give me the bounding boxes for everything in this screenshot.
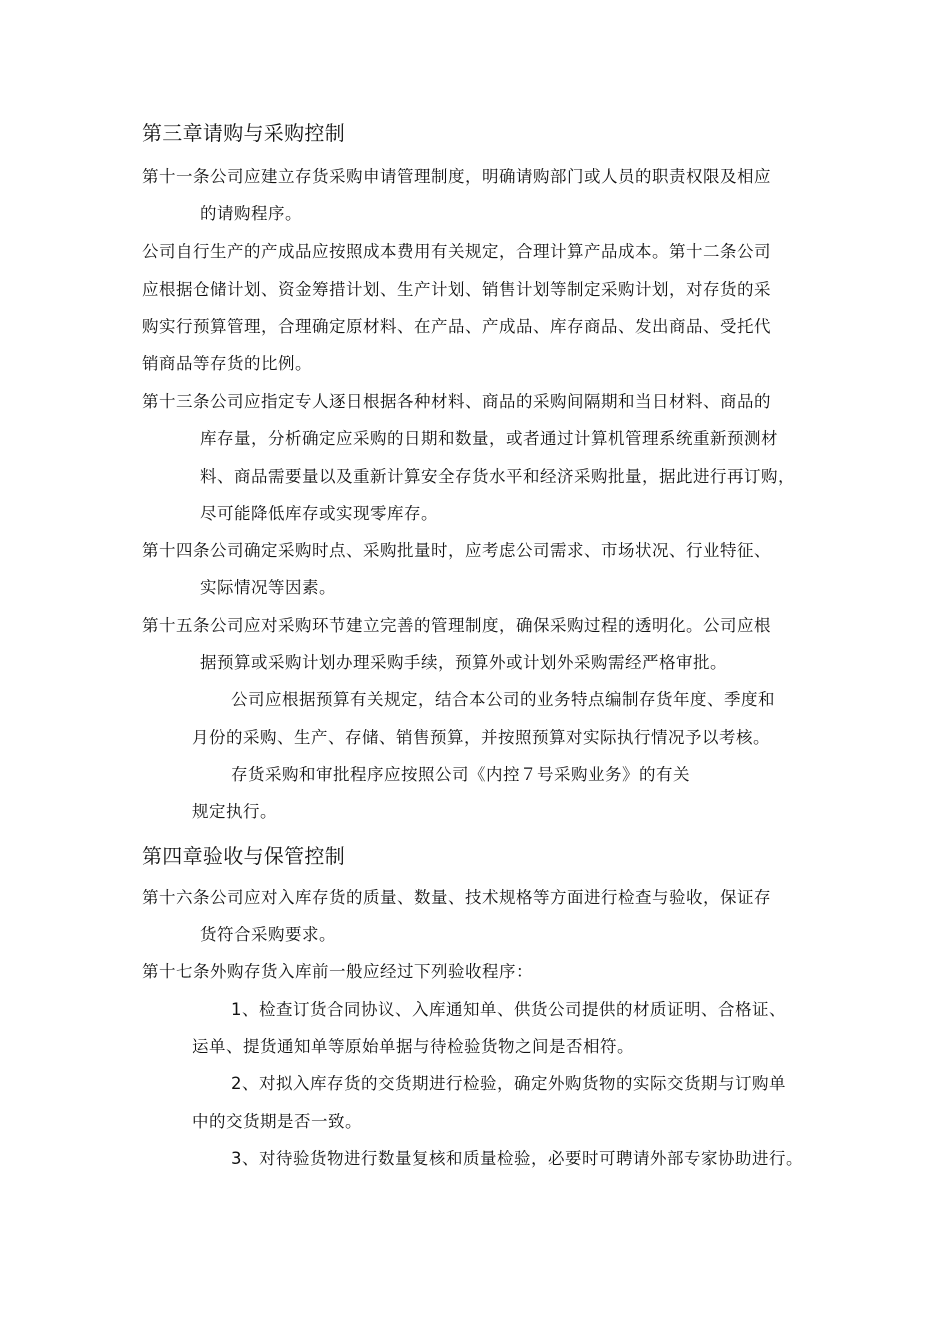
article-13-line-4: 尽可能降低库存或实现零库存。 [200,504,438,523]
paragraph-1-line-1: 公司自行生产的产成品应按照成本费用有关规定，合理计算产品成本。第十二条公司 [142,242,771,261]
article-16-line-1: 第十六条公司应对入库存货的质量、数量、技术规格等方面进行检查与验收，保证存 [142,888,771,907]
article-16-line-2: 货符合采购要求。 [200,925,336,944]
article-11-line-1: 第十一条公司应建立存货采购申请管理制度，明确请购部门或人员的职责权限及相应 [142,167,771,186]
article-13-line-3: 料、商品需要量以及重新计算安全存货水平和经济采购批量，据此进行再订购， [200,467,795,486]
paragraph-2-line-2: 月份的采购、生产、存储、销售预算，并按照预算对实际执行情况予以考核。 [192,728,770,747]
article-11-line-2: 的请购程序。 [200,204,302,223]
paragraph-1-line-2: 应根据仓储计划、资金筹措计划、生产计划、销售计划等制定采购计划，对存货的采 [142,280,771,299]
paragraph-2-line-1: 公司应根据预算有关规定，结合本公司的业务特点编制存货年度、季度和 [231,690,775,709]
chapter-4-heading: 第四章验收与保管控制 [142,844,345,868]
article-15-line-1: 第十五条公司应对采购环节建立完善的管理制度，确保采购过程的透明化。公司应根 [142,616,771,635]
article-14-line-1: 第十四条公司确定采购时点、采购批量时，应考虑公司需求、市场状况、行业特征、 [142,541,771,560]
paragraph-3-line-1: 存货采购和审批程序应按照公司《内控７号采购业务》的有关 [231,765,690,784]
article-13-line-1: 第十三条公司应指定专人逐日根据各种材料、商品的采购间隔期和当日材料、商品的 [142,392,771,411]
step-2-line-1: 2、对拟入库存货的交货期进行检验，确定外购货物的实际交货期与订购单 [231,1074,786,1093]
step-2-line-2: 中的交货期是否一致。 [192,1112,362,1131]
step-1-line-1: 1、检查订货合同协议、入库通知单、供货公司提供的材质证明、合格证、 [231,1000,786,1019]
paragraph-1-line-4: 销商品等存货的比例。 [142,354,312,373]
paragraph-3-line-2: 规定执行。 [192,802,277,821]
article-13-line-2: 库存量，分析确定应采购的日期和数量，或者通过计算机管理系统重新预测材 [200,429,778,448]
article-15-line-2: 据预算或采购计划办理采购手续，预算外或计划外采购需经严格审批。 [200,653,727,672]
step-3-line: 3、对待验货物进行数量复核和质量检验，必要时可聘请外部专家协助进行。 [231,1149,803,1168]
article-14-line-2: 实际情况等因素。 [200,578,336,597]
step-1-line-2: 运单、提货通知单等原始单据与待检验货物之间是否相符。 [192,1037,634,1056]
paragraph-1-line-3: 购实行预算管理，合理确定原材料、在产品、产成品、库存商品、发出商品、受托代 [142,317,771,336]
chapter-3-heading: 第三章请购与采购控制 [142,121,345,145]
article-17-line: 第十七条外购存货入库前一般应经过下列验收程序： [142,962,533,981]
